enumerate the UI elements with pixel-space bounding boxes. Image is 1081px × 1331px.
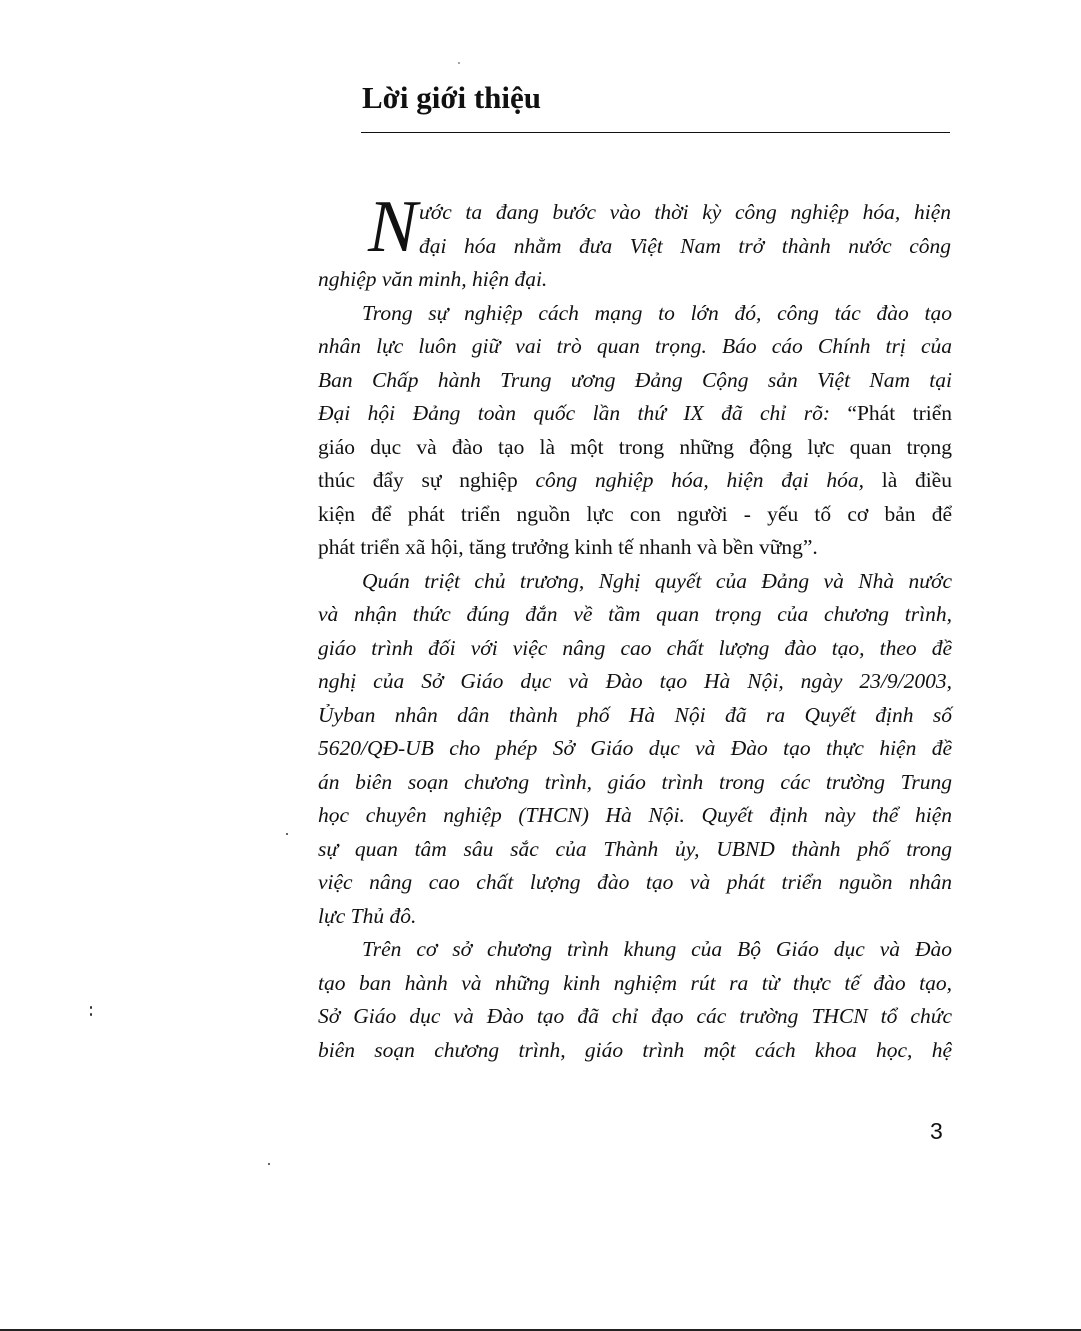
text-line: giáo dục và đào tạo là một trong những động lực quan trọng [318,434,952,459]
text-line: lực Thủ đô. [318,903,417,928]
text-line: 5620/QĐ-UB cho phép Sở Giáo dục và Đào tạo thực hiện đề [318,736,952,760]
text-line: phát triển xã hội, tăng trưởng kinh tế nhanh và bền vững”. [318,535,818,559]
text-line: việc nâng cao chất lượng đào tạo và phát triển nguồn nhân [318,870,952,894]
text-line: ước ta đang bước vào thời kỳ công nghiệp hóa, hiện [419,200,951,224]
text-line: nghị của Sở Giáo dục và Đào tạo Hà Nội, ngày 23/9/2003, [318,669,952,693]
text-segment: thúc đẩy sự nghiệp [318,468,536,492]
scan-speck [90,1013,92,1016]
text-line: biên soạn chương trình, giáo trình một cách khoa học, hệ [318,1037,952,1062]
title-underline [361,132,950,133]
text-segment: “Phát triển [847,401,952,425]
drop-cap: N [368,186,418,268]
text-line: Ủyban nhân dân thành phố Hà Nội đã ra Quyết định số [318,702,952,727]
text-line: đại hóa nhằm đưa Việt Nam trở thành nước công [419,233,951,258]
text-line: Quán triệt chủ trương, Nghị quyết của Đảng và Nhà nước [362,568,952,593]
page-title: Lời giới thiệu [362,80,542,115]
scan-speck [458,62,460,64]
text-line: Ban Chấp hành Trung ương Đảng Cộng sản Việt Nam tại [318,367,952,392]
text-line: Trên cơ sở chương trình khung của Bộ Giáo dục và Đào [362,937,952,961]
paragraph-1 [419,196,951,263]
text-line [318,464,952,498]
text-line: và nhận thức đúng đắn về tầm quan trọng của chương trình, [318,602,952,626]
text-line: Trong sự nghiệp cách mạng to lớn đó, công tác đào tạo [362,300,952,325]
scan-speck [268,1163,270,1165]
text-line: nghiệp văn minh, hiện đại. [318,267,548,291]
text-line: Sở Giáo dục và Đào tạo đã chỉ đạo các trường THCN tổ chức [318,1004,952,1028]
body-text [318,263,952,1067]
scan-speck [286,833,288,835]
text-line: án biên soạn chương trình, giáo trình trong các trường Trung [318,769,952,794]
text-line [318,397,952,431]
scan-speck [90,1006,92,1009]
text-line: học chuyên nghiệp (THCN) Hà Nội. Quyết định này thể hiện [318,803,952,827]
text-line: sự quan tâm sâu sắc của Thành ủy, UBND thành phố trong [318,836,952,861]
text-segment: công nghiệp hóa, hiện đại hóa, [535,468,865,492]
text-line: kiện để phát triển nguồn lực con người - yếu tố cơ bản để [318,501,952,526]
text-segment: là điều [864,468,952,492]
page-number: 3 [930,1118,943,1144]
text-segment: Đại hội Đảng toàn quốc lần thứ IX đã chỉ rõ: [318,401,848,425]
text-line: nhân lực luôn giữ vai trò quan trọng. Báo cáo Chính trị của [318,334,952,358]
text-line: giáo trình đối với việc nâng cao chất lượng đào tạo, theo đề [318,635,952,660]
text-line: tạo ban hành và những kinh nghiệm rút ra từ thực tế đào tạo, [318,970,952,995]
